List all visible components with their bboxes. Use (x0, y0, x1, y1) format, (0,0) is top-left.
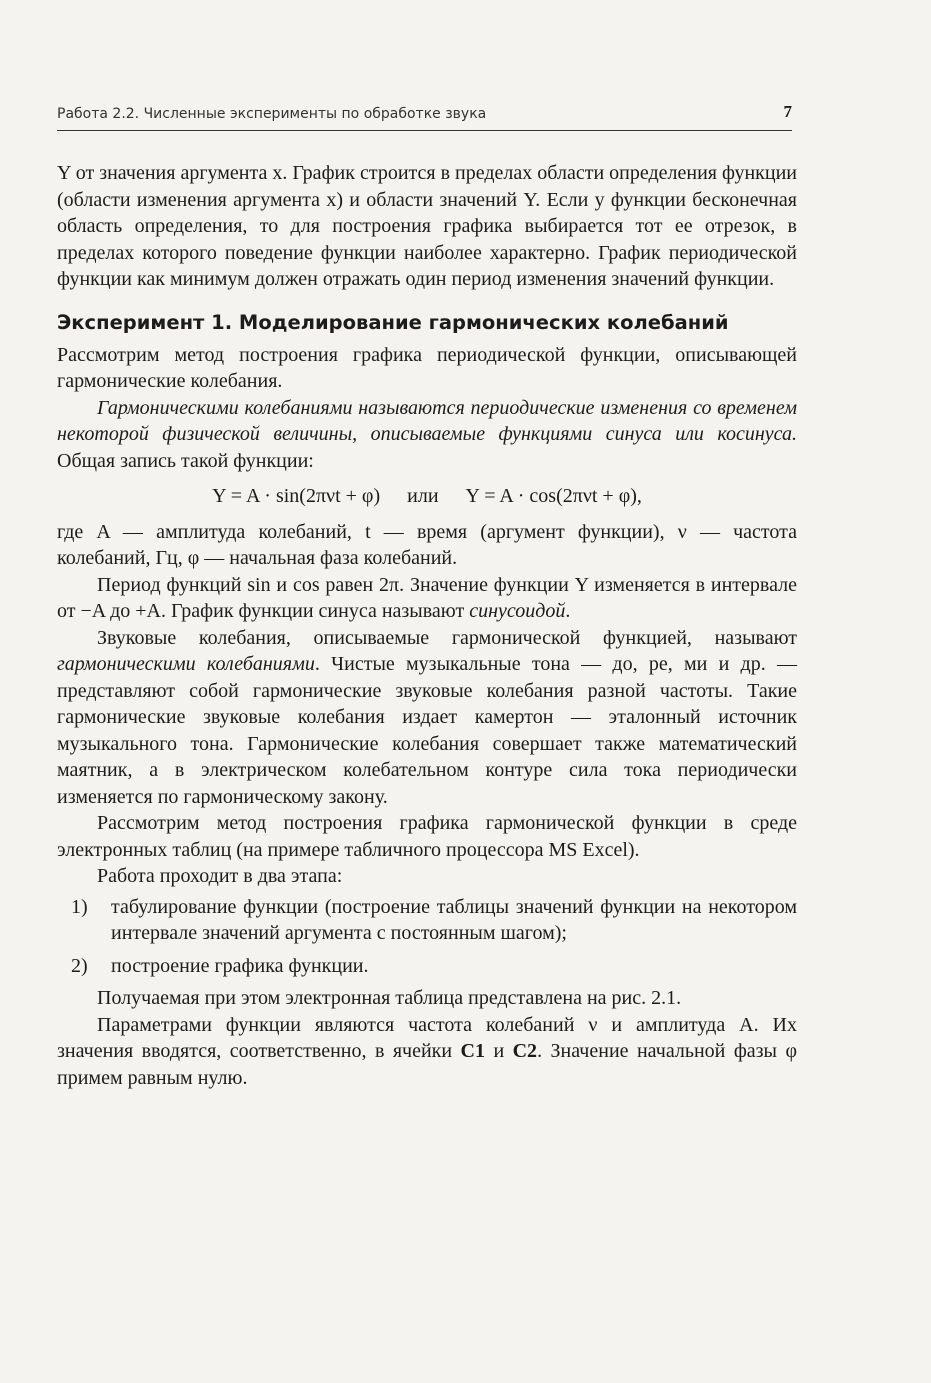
period-end: . (565, 600, 571, 622)
formula-cos: Y = A · cos(2πνt + φ), (465, 485, 642, 507)
running-header (57, 100, 792, 131)
list-number: 2) (71, 954, 88, 977)
formula-or: или (407, 485, 439, 507)
paragraph-method: Рассмотрим метод построения графика гармонической функции в среде электронных таблиц (на примере табличного процессора MS Excel). (57, 812, 797, 861)
intro-paragraph: Y от значения аргумента x. График строится в пределах области определения функции (области изменения аргумента x) и области значений Y. Если у функции бесконечная область определения, то для построения графика выбирается тот ее отрезок, в пределах которого поведение функции наиболее характерно. График периодической функции как минимум должен отражать один период изменения значений функции. (57, 162, 797, 290)
params-and: и (485, 1040, 513, 1062)
page-body (57, 160, 797, 1091)
period-text: Период функций sin и cos равен 2π. Значение функции Y изменяется в интервале от −A до +A. График функции синуса называют (57, 573, 797, 622)
list-item (71, 894, 797, 947)
formula (57, 483, 797, 510)
list-text: табулирование функции (построение таблицы значений функции на некотором интервале значений аргумента с постоянным шагом); (111, 895, 797, 944)
paragraph-method-intro: Рассмотрим метод построения графика периодической функции, описывающей гармонические колебания. (57, 343, 797, 392)
stages-list (57, 894, 797, 980)
running-title: Работа 2.2. Численные эксперименты по обработке звука (57, 106, 487, 122)
section-heading: Эксперимент 1. Моделирование гармонических колебаний (57, 310, 729, 334)
cell-ref-c1: C1 (460, 1040, 485, 1062)
list-text: построение графика функции. (111, 954, 369, 977)
period-italic: синусоидой (469, 600, 566, 622)
cell-ref-c2: C2 (512, 1040, 538, 1062)
params-end: . Значение начальной фазы φ примем равным нулю. (57, 1040, 797, 1089)
definition-rest: Общая запись такой функции: (57, 449, 314, 472)
definition-italic: Гармоническими колебаниями называются периодические изменения со временем некоторой физической величины, описываемые функциями синуса или косинуса. (57, 396, 797, 445)
params-text: Параметрами функции являются частота колебаний ν и амплитуда A. Их значения вводятся, соответственно, в ячейки (57, 1013, 797, 1062)
paragraph-params (57, 1012, 797, 1092)
sound-rest: . Чистые музыкальные тона — до, ре, ми и др. — представляют собой гармонические звуковые колебания разной частоты. Такие гармонические звуковые колебания издает камертон — эталонный источник музыкального тона. Гармонические колебания совершает также математический маятник, а в электрическом колебательном контуре сила тока периодически изменяется по гармоническому закону. (57, 653, 797, 808)
paragraph-period (57, 572, 797, 625)
sound-text: Звуковые колебания, описываемые гармонической функцией, называют (97, 626, 797, 649)
paragraph-table: Получаемая при этом электронная таблица представлена на рис. 2.1. (97, 987, 682, 1009)
page-number: 7 (783, 102, 792, 121)
paragraph-where: где A — амплитуда колебаний, t — время (аргумент функции), ν — частота колебаний, Гц, φ — начальная фаза колебаний. (57, 520, 797, 569)
sound-italic: гармоническими колебаниями (57, 653, 315, 675)
formula-sin: Y = A · sin(2πνt + φ) (212, 485, 381, 507)
list-item (71, 953, 797, 980)
paragraph-sound (57, 625, 797, 811)
list-number: 1) (71, 895, 88, 918)
paragraph-stages: Работа проходит в два этапа: (97, 865, 343, 887)
definition-paragraph (57, 395, 797, 475)
